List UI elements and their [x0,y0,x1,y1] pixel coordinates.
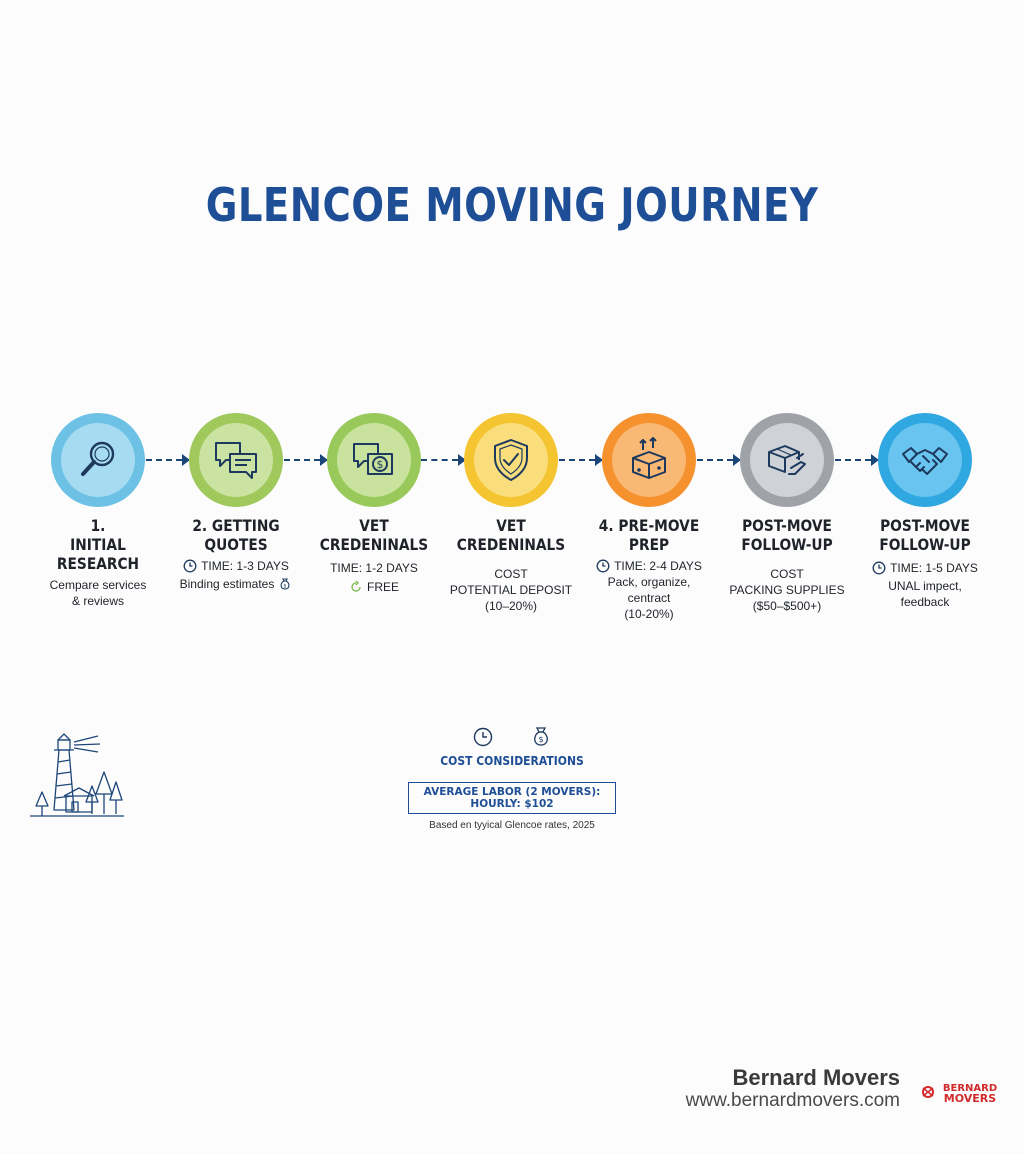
detail-line: TIME: 1-3 DAYS [201,559,289,573]
detail-line: & reviews [71,594,124,608]
connector-line [559,459,595,461]
clock-icon [183,559,197,573]
detail-line: PACKING SUPPLIES [729,583,845,597]
connector-line [421,459,458,461]
step-label: POST-MOVE FOLLOW-UP [879,516,971,554]
company-logo [920,1078,1004,1106]
cost-line: HOURLY: $102 [470,798,554,810]
magnifier-icon [72,434,124,486]
handshake-icon [899,434,951,486]
step-5-circle [602,413,696,507]
step-6-text [712,516,862,614]
clock-icon [472,726,494,748]
connector-line [697,459,733,461]
step-detail [299,560,449,595]
logo-line-2: MOVERS [943,1092,997,1105]
step-4-text [436,516,586,614]
logo-line-1: BERNARD [942,1083,998,1094]
step-7-text [850,516,1000,610]
shield-check-icon [485,434,537,486]
detail-line: COST [770,567,804,581]
step-6-circle [740,413,834,507]
detail-line: TIME: 1-2 DAYS [330,561,418,575]
step-2-circle [189,413,283,507]
step-1-circle [51,413,145,507]
money-bag-icon [278,577,292,591]
step-detail [23,577,173,609]
svg-text:$: $ [283,583,287,590]
detail-line: COST [494,567,528,581]
detail-line: FREE [366,580,399,594]
detail-line: POTENTIAL DEPOSIT [449,583,573,597]
detail-line: Binding estimates [179,577,275,591]
step-detail [161,558,311,592]
refresh-icon [349,580,363,594]
detail-line: Cempare services [49,578,147,592]
detail-line: Pack, organize, [607,575,691,589]
cost-title: COST CONSIDERATIONS [440,754,584,768]
detail-line: (10-20%) [624,607,674,621]
step-label: POST-MOVE FOLLOW-UP [741,516,833,554]
step-2-text [161,516,311,592]
detail-line: feedback [900,595,950,609]
page-title: GLENCOE MOVING JOURNEY [205,178,819,232]
step-detail [436,566,586,614]
step-detail [850,560,1000,610]
step-4-circle [464,413,558,507]
step-label: 1. INITIAL RESEARCH [56,516,140,573]
detail-line: (10–20%) [484,599,538,613]
step-7-circle [878,413,972,507]
clock-icon [596,559,610,573]
detail-line: TIME: 1-5 DAYS [890,561,978,575]
brand-name: Bernard Movers [732,1065,900,1090]
connector-line [146,459,182,461]
step-5-text [574,516,724,622]
step-3-text [299,516,449,595]
box-arrows-icon [623,434,675,486]
connector-line [284,459,320,461]
step-label: VET CREDENINALS [319,516,429,554]
step-label: 2. GETTING QUOTES [192,516,280,554]
detail-line: centract [627,591,671,605]
cost-box [408,782,616,814]
step-label: VET CREDENINALS [456,516,566,554]
brand-url[interactable]: www.bernardmovers.com [685,1090,900,1111]
box-hand-icon [761,434,813,486]
cost-considerations [430,726,594,768]
step-label: 4. PRE-MOVE PREP [598,516,700,554]
lighthouse-illustration [28,730,128,822]
cost-line: AVERAGE LABOR (2 MOVERS): [423,786,601,798]
detail-line: TIME: 2-4 DAYS [614,559,702,573]
clock-icon [872,561,886,575]
chat-bubbles-icon [210,434,262,486]
svg-text:$: $ [538,735,544,744]
step-detail [574,558,724,622]
svg-text:$: $ [376,458,384,471]
detail-line: UNAL impect, [888,579,962,593]
connector-line [835,459,871,461]
money-bag-icon [530,726,552,748]
step-detail [712,566,862,614]
step-3-circle [327,413,421,507]
detail-line: ($50–$500+) [752,599,822,613]
step-1-text [23,516,173,609]
cost-note: Based en tyyical Glencoe rates, 2025 [429,820,595,831]
chat-dollar-icon [348,434,400,486]
